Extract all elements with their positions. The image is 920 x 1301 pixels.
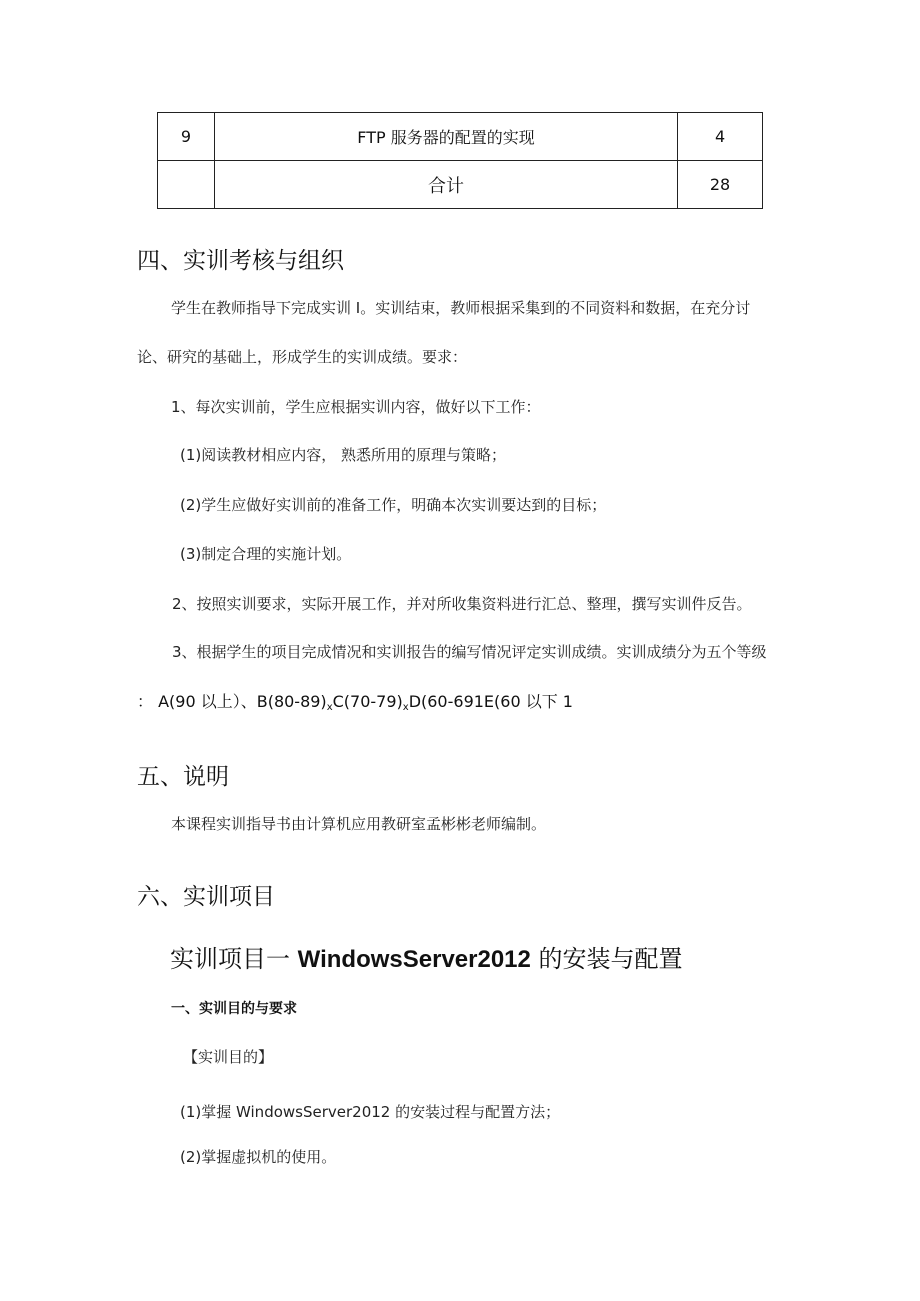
project-title-bold: WindowsServer2012 <box>297 946 531 973</box>
section5-text: 本课程实训指导书由计算机应用教研室孟彬彬老师编制。 <box>171 815 547 833</box>
grades-sep-1: x <box>326 702 333 713</box>
grades-part-c: D(60-691E(60 以下 1 <box>408 692 573 711</box>
section4-para1-line1: 学生在教师指导下完成实训 I。实训结束，教师根据采集到的不同资料和数据，在充分讨 <box>171 299 751 317</box>
project-sub-heading: 一、实训目的与要求 <box>171 1001 297 1017</box>
section4-sub3: (3)制定合理的实施计划。 <box>180 545 352 563</box>
row-number: 9 <box>158 113 215 161</box>
purpose-item-2: (2)掌握虚拟机的使用。 <box>180 1148 337 1166</box>
project-title <box>170 939 683 974</box>
section4-sub1: (1)阅读教材相应内容， 熟悉所用的原理与策略； <box>180 446 507 464</box>
section4-item1: 1、每次实训前，学生应根据实训内容，做好以下工作： <box>171 398 541 416</box>
section6-heading: 六、实训项目 <box>137 884 275 910</box>
total-label <box>214 161 677 209</box>
purpose-item-1: (1)掌握 WindowsServer2012 的安装过程与配置方法； <box>180 1103 561 1121</box>
grades-part-b: C(70-79) <box>332 692 403 711</box>
grades-sep-2: x <box>402 702 409 713</box>
grades-part-a: ： A(90 以上）、B(80-89) <box>137 692 327 711</box>
section4-item2: 2、按照实训要求，实际开展工作，并对所收集资料进行汇总、整理，撰写实训件反告。 <box>172 595 752 613</box>
purpose-label: 【实训目的】 <box>183 1048 274 1066</box>
section4-sub2: (2)学生应做好实训前的准备工作，明确本次实训要达到的目标； <box>180 496 607 514</box>
total-label-a: 合 <box>428 175 446 197</box>
total-label-b: 计 <box>446 175 464 197</box>
total-hours: 28 <box>678 161 763 209</box>
project-title-post: 的安装与配置 <box>530 945 683 973</box>
table-row <box>158 113 763 161</box>
row-number <box>158 161 215 209</box>
row-name: FTP 服务器的配置的实现 <box>214 113 677 161</box>
row-hours: 4 <box>678 113 763 161</box>
grade-levels <box>137 689 573 713</box>
section4-heading: 四、实训考核与组织 <box>137 248 344 274</box>
section4-item3: 3、根据学生的项目完成情况和实训报告的编写情况评定实训成绩。实训成绩分为五个等级 <box>172 643 767 661</box>
table-row-total <box>158 161 763 209</box>
section4-para1-line2: 论、研究的基础上，形成学生的实训成绩。要求： <box>137 348 468 366</box>
project-title-pre: 实训项目一 <box>170 945 298 973</box>
section5-heading: 五、说明 <box>137 764 229 790</box>
schedule-table <box>157 112 763 209</box>
